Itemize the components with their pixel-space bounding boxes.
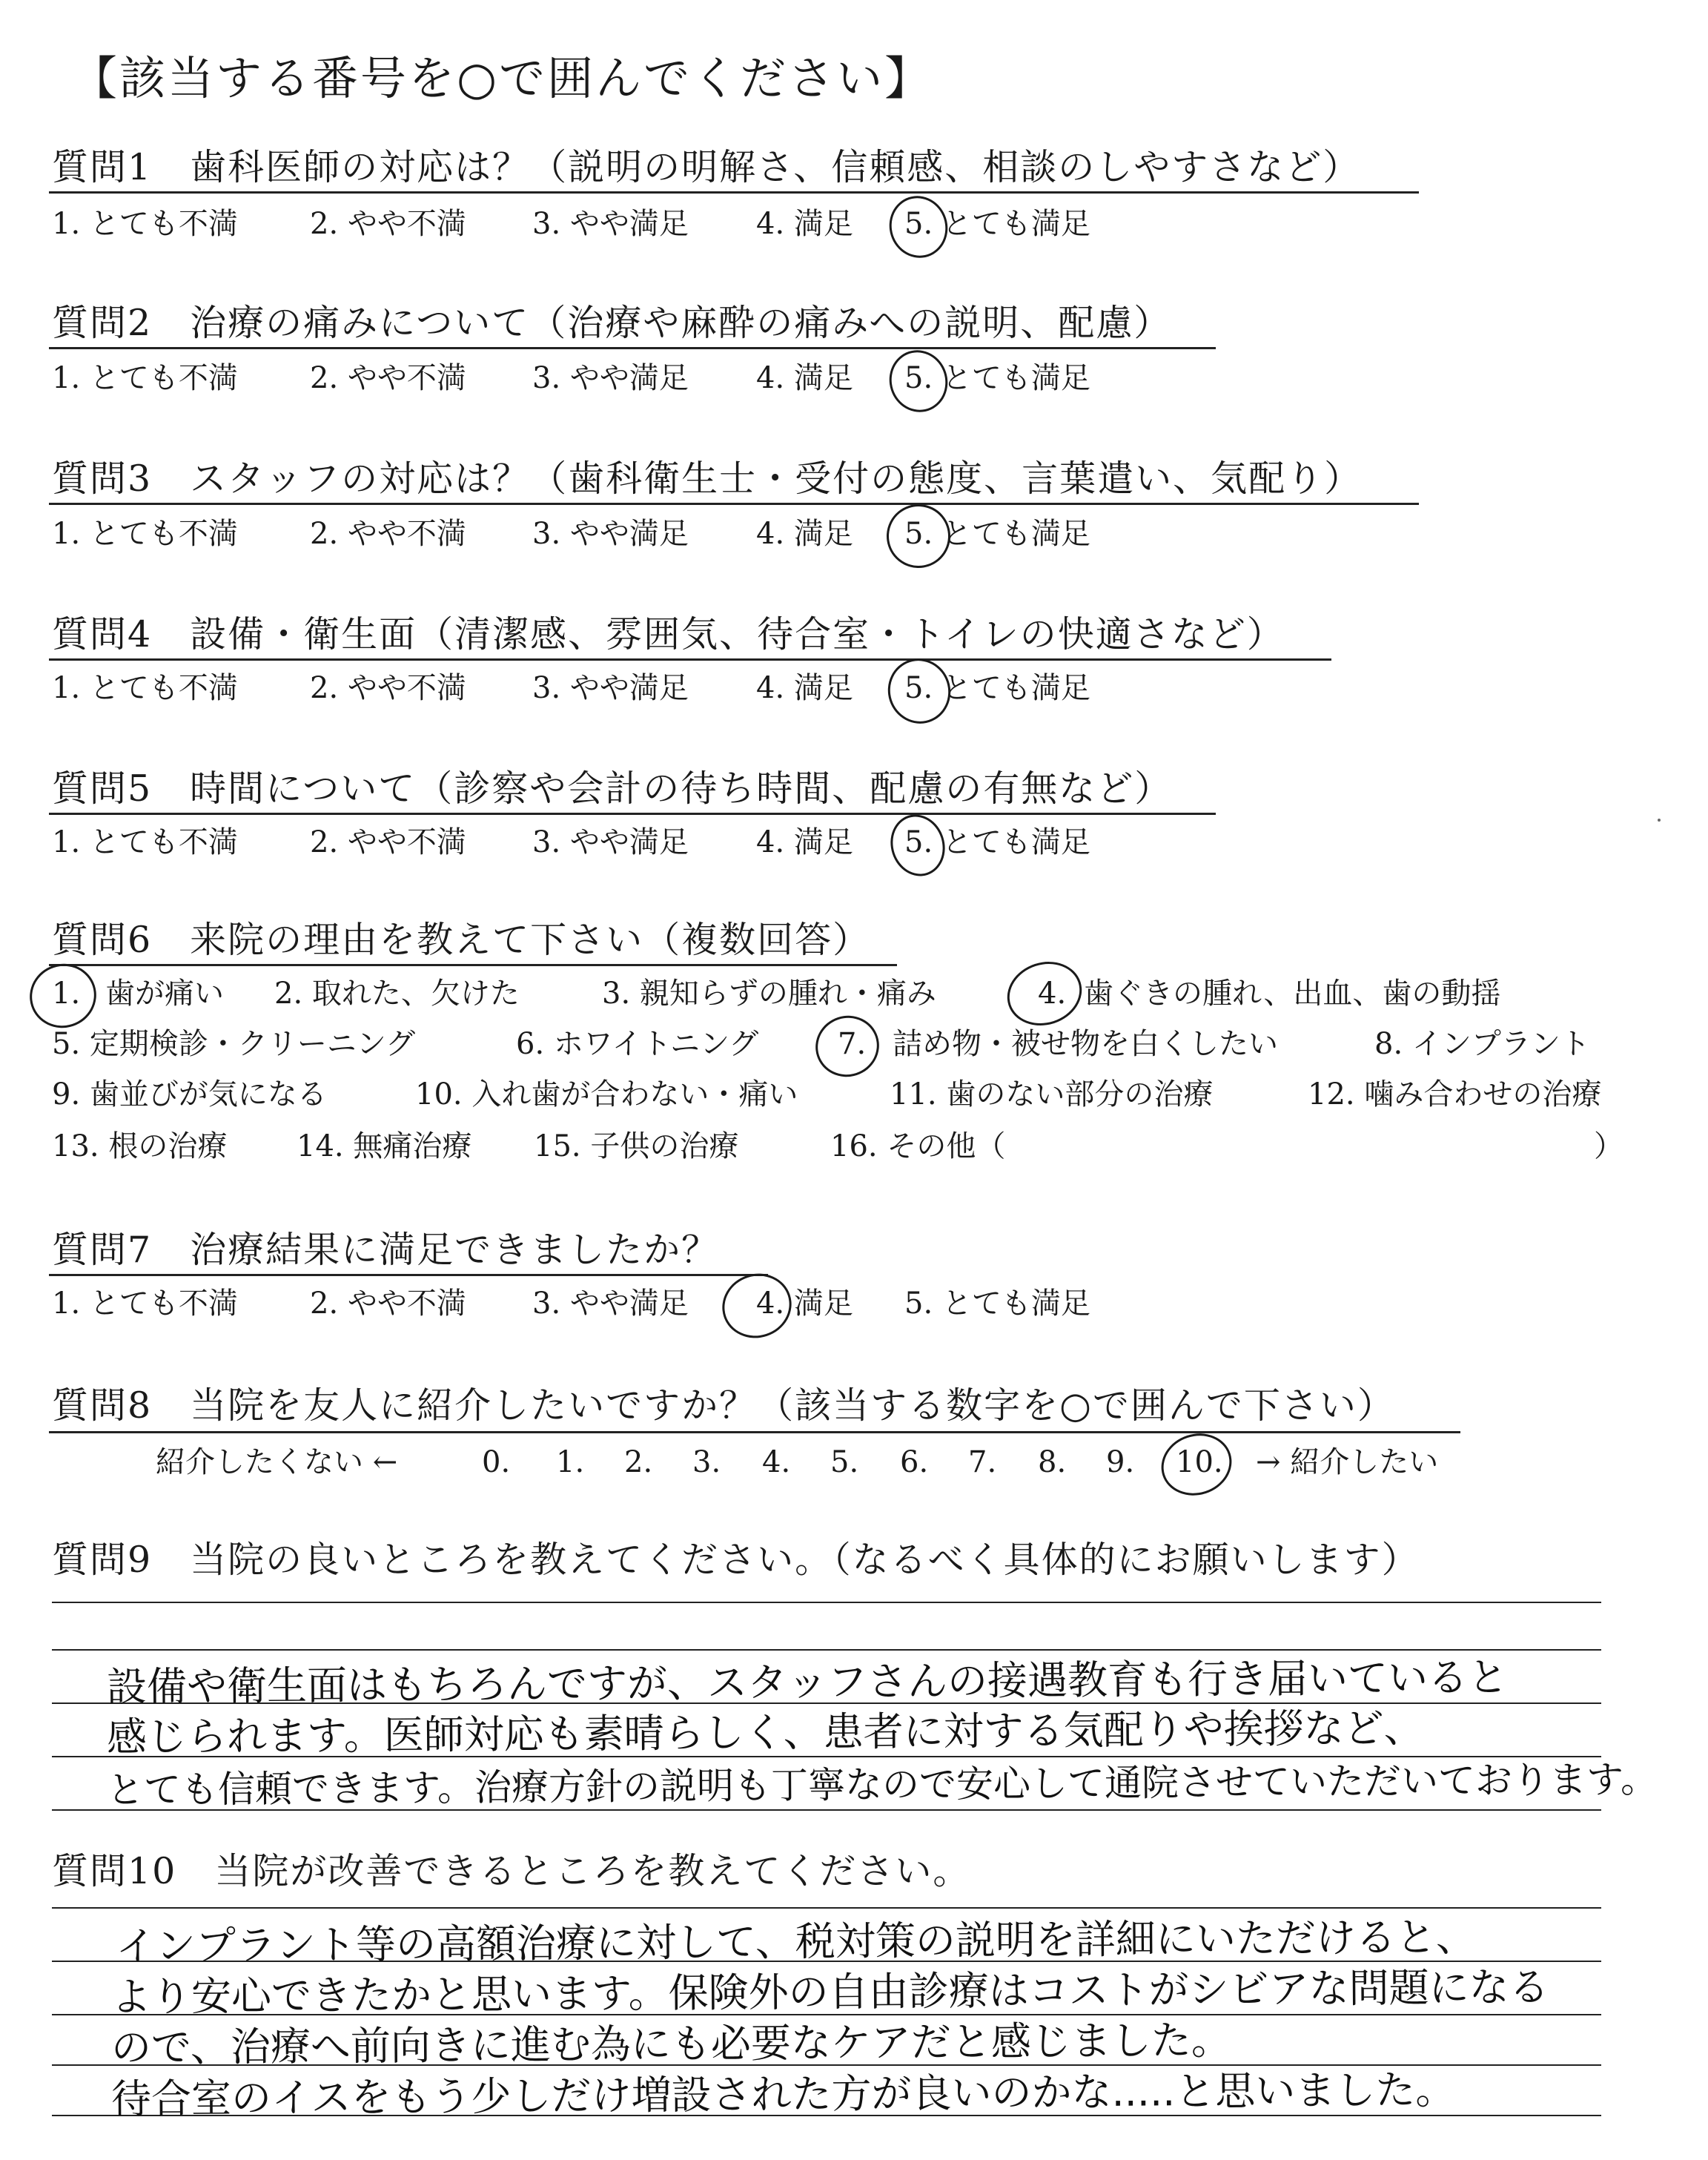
question-6-rule: [49, 964, 897, 966]
question-2-rule: [49, 347, 1216, 349]
q4-option-3[interactable]: 3. やや満足: [532, 671, 689, 705]
question-6-title: 質問6 来院の理由を教えて下さい（複数回答）: [52, 919, 871, 961]
q6-option-3[interactable]: 3. 親知らずの腫れ・痛み: [602, 977, 936, 1011]
q7-option-3[interactable]: 3. やや満足: [532, 1287, 689, 1321]
question-2-title: 質問2 治療の痛みについて（治療や麻酔の痛みへの説明、配慮）: [52, 302, 1172, 344]
q9-line-2: [52, 1649, 1601, 1651]
q8-option-4[interactable]: 4.: [762, 1445, 791, 1479]
q6-option-15[interactable]: 15. 子供の治療: [534, 1129, 739, 1163]
q8-left-label: 紹介したくない ←: [156, 1445, 398, 1479]
q6-option-14[interactable]: 14. 無痛治療: [297, 1129, 472, 1163]
q1-option-4[interactable]: 4. 満足: [756, 207, 853, 241]
q6-option-2[interactable]: 2. 取れた、欠けた: [274, 977, 520, 1011]
q7-answer-circle: [714, 1265, 800, 1347]
page-title: 【該当する番号を○で囲んでください】: [71, 51, 933, 105]
q2-option-1[interactable]: 1. とても不満: [52, 361, 238, 395]
question-5-title: 質問5 時間について（診察や会計の待ち時間、配慮の有無など）: [52, 767, 1173, 810]
question-5-rule: [49, 813, 1216, 815]
q8-option-10[interactable]: 10.: [1176, 1445, 1223, 1479]
q4-option-4[interactable]: 4. 満足: [756, 671, 853, 705]
q2-option-4[interactable]: 4. 満足: [756, 361, 853, 395]
question-7-title: 質問7 治療結果に満足できましたか？: [52, 1229, 720, 1271]
q3-option-1[interactable]: 1. とても不満: [52, 517, 238, 551]
question-1-options: [52, 203, 1164, 245]
q1-option-5[interactable]: 5. とても満足: [904, 207, 1090, 241]
q8-option-7[interactable]: 7.: [968, 1445, 997, 1479]
q8-option-6[interactable]: 6.: [900, 1445, 929, 1479]
q8-option-8[interactable]: 8.: [1038, 1445, 1067, 1479]
q2-answer-circle: [881, 343, 956, 420]
question-7-rule: [49, 1274, 768, 1276]
q5-option-3[interactable]: 3. やや満足: [532, 825, 689, 859]
q6-option-11[interactable]: 11. 歯のない部分の治療: [890, 1077, 1214, 1112]
q8-option-0[interactable]: 0.: [482, 1445, 511, 1479]
q6-option-4-num[interactable]: 4.: [1038, 977, 1067, 1011]
q4-answer-circle: [879, 650, 959, 732]
q5-answer-circle: [883, 807, 953, 883]
q6-option-4-label[interactable]: 歯ぐきの腫れ、出血、歯の動揺: [1084, 977, 1501, 1011]
q6-option-5[interactable]: 5. 定期検診・クリーニング: [52, 1027, 416, 1061]
q6-option-16-close: ）: [1594, 1129, 1623, 1163]
q2-option-2[interactable]: 2. やや不満: [310, 361, 466, 395]
question-8-rule: [49, 1431, 1460, 1433]
q10-answer-line-2: より安心できたかと思います。保険外の自由診療はコストがシビアな問題になる: [110, 1964, 1549, 2021]
question-4-title: 質問4 設備・衛生面（清潔感、雰囲気、待合室・トイレの快適さなど）: [52, 613, 1285, 655]
scan-speck: [1658, 819, 1661, 822]
q9-answer-line-3: とても信頼できます。治療方針の説明も丁寧なので安心して通院させていただいております。: [106, 1757, 1658, 1812]
q6-option-13[interactable]: 13. 根の治療: [52, 1129, 228, 1163]
q7-option-4[interactable]: 4. 満足: [756, 1287, 853, 1321]
q6-row-3: [52, 1074, 1653, 1115]
question-4-options: [52, 667, 1164, 709]
q6-option-1-num[interactable]: 1.: [52, 977, 81, 1011]
q6-option-8[interactable]: 8. インプラント: [1374, 1027, 1590, 1061]
q8-option-9[interactable]: 9.: [1106, 1445, 1135, 1479]
q9-answer-line-1: 設備や衛生面はもちろんですが、スタッフさんの接遇教育も行き届いていると: [106, 1654, 1509, 1711]
q2-option-3[interactable]: 3. やや満足: [532, 361, 689, 395]
q7-option-2[interactable]: 2. やや不満: [310, 1287, 466, 1321]
q8-answer-circle: [1153, 1424, 1240, 1505]
q3-option-2[interactable]: 2. やや不満: [310, 517, 466, 551]
q9-line-1: [52, 1602, 1601, 1603]
q5-option-2[interactable]: 2. やや不満: [310, 825, 466, 859]
q6-option-10[interactable]: 10. 入れ歯が合わない・痛い: [415, 1077, 798, 1112]
q5-option-1[interactable]: 1. とても不満: [52, 825, 238, 859]
q1-answer-circle: [881, 188, 956, 265]
q10-answer-line-1: インプラント等の高額治療に対して、税対策の説明を詳細にいただけると、: [115, 1913, 1477, 1970]
q8-right-label: → 紹介したい: [1256, 1445, 1439, 1479]
q3-option-4[interactable]: 4. 満足: [756, 517, 853, 551]
q8-scale: [156, 1441, 1505, 1483]
q10-line-1: [52, 1907, 1601, 1909]
question-7-options: [52, 1283, 1164, 1324]
q8-option-1[interactable]: 1.: [556, 1445, 585, 1479]
q2-option-5[interactable]: 5. とても満足: [904, 361, 1090, 395]
q8-option-3[interactable]: 3.: [692, 1445, 721, 1479]
q6-option-7-label[interactable]: 詰め物・被せ物を白くしたい: [893, 1027, 1278, 1061]
question-10-title: 質問10 当院が改善できるところを教えてください。: [52, 1850, 971, 1892]
q1-option-1[interactable]: 1. とても不満: [52, 207, 238, 241]
q3-option-5[interactable]: 5. とても満足: [904, 517, 1090, 551]
q6-answer-circle-4: [999, 952, 1090, 1034]
q1-option-2[interactable]: 2. やや不満: [310, 207, 466, 241]
question-1-rule: [49, 191, 1419, 194]
question-2-options: [52, 357, 1164, 399]
q9-answer-line-2: 感じられます。医師対応も素晴らしく、患者に対する気配りや挨拶など、: [106, 1704, 1424, 1761]
q10-answer-line-3: ので、治療へ前向きに進む為にも必要なケアだと感じました。: [110, 2016, 1232, 2072]
question-9-title: 質問9 当院の良いところを教えてください。（なるべく具体的にお願いします）: [52, 1539, 1420, 1581]
question-8-title: 質問8 当院を友人に紹介したいですか？（該当する数字を○で囲んで下さい）: [52, 1384, 1395, 1427]
question-3-rule: [49, 503, 1419, 505]
q8-option-2[interactable]: 2.: [624, 1445, 653, 1479]
q3-answer-circle: [878, 496, 959, 576]
question-1-title: 質問1 歯科医師の対応は？（説明の明解さ、信頼感、相談のしやすさなど）: [52, 146, 1361, 188]
q6-option-7-num[interactable]: 7.: [838, 1027, 867, 1061]
q1-option-3[interactable]: 3. やや満足: [532, 207, 689, 241]
q4-option-5[interactable]: 5. とても満足: [904, 671, 1090, 705]
q8-option-5[interactable]: 5.: [830, 1445, 859, 1479]
q4-option-1[interactable]: 1. とても不満: [52, 671, 238, 705]
q6-row-2: [52, 1023, 1646, 1065]
q6-option-9[interactable]: 9. 歯並びが気になる: [52, 1077, 327, 1112]
q4-option-2[interactable]: 2. やや不満: [310, 671, 466, 705]
q5-option-5[interactable]: 5. とても満足: [904, 825, 1090, 859]
q3-option-3[interactable]: 3. やや満足: [532, 517, 689, 551]
q5-option-4[interactable]: 4. 満足: [756, 825, 853, 859]
q6-option-6[interactable]: 6. ホワイトニング: [516, 1027, 759, 1061]
q6-option-16[interactable]: 16. その他（: [830, 1129, 1006, 1163]
question-4-rule: [49, 658, 1331, 661]
q7-option-5[interactable]: 5. とても満足: [904, 1287, 1090, 1321]
q6-row-4: [52, 1126, 1646, 1167]
q6-row-1: [52, 973, 1646, 1014]
question-5-options: [52, 822, 1164, 863]
question-3-options: [52, 513, 1164, 555]
q7-option-1[interactable]: 1. とても不満: [52, 1287, 238, 1321]
q6-option-12[interactable]: 12. 噛み合わせの治療: [1308, 1077, 1602, 1112]
q6-option-1-label[interactable]: 歯が痛い: [105, 977, 224, 1011]
q10-answer-line-4: 待合室のイスをもう少しだけ増設された方が良いのかな.....と思いました。: [110, 2066, 1456, 2123]
question-3-title: 質問3 スタッフの対応は？（歯科衛生士・受付の態度、言葉遣い、気配り）: [52, 458, 1363, 500]
